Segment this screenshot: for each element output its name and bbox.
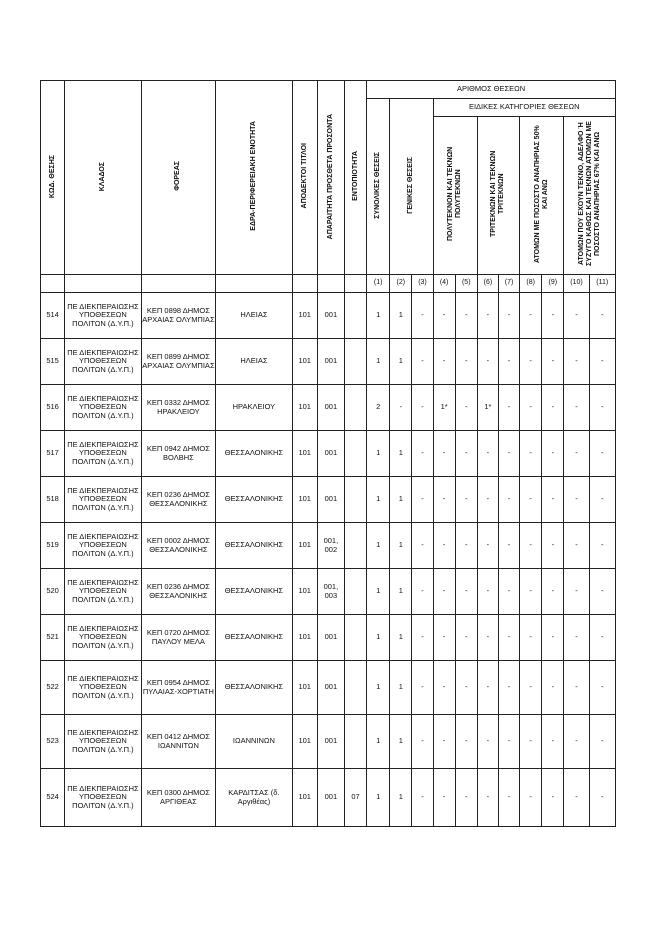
column-number: (10) xyxy=(564,275,589,293)
cell-branch: ΠΕ ΔΙΕΚΠΕΡΑΙΩΣΗΣ ΥΠΟΘΕΣΕΩΝ ΠΟΛΙΤΩΝ (Δ.Υ.Π.) xyxy=(65,661,142,715)
cell-col-6: - xyxy=(477,293,498,339)
cell-col-6: - xyxy=(477,339,498,385)
cell-col-8: - xyxy=(520,385,542,431)
cell-col-10: - xyxy=(564,769,589,827)
cell-code: 524 xyxy=(41,769,65,827)
cell-branch: ΠΕ ΔΙΕΚΠΕΡΑΙΩΣΗΣ ΥΠΟΘΕΣΕΩΝ ΠΟΛΙΤΩΝ (Δ.Υ.Π.) xyxy=(65,293,142,339)
cell-col-2: 1 xyxy=(390,431,412,477)
cell-branch: ΠΕ ΔΙΕΚΠΕΡΑΙΩΣΗΣ ΥΠΟΘΕΣΕΩΝ ΠΟΛΙΤΩΝ (Δ.Υ.Π.) xyxy=(65,431,142,477)
header-branch: ΚΛΑΔΟΣ xyxy=(65,81,142,275)
cell-col-9: - xyxy=(542,661,564,715)
cell-col-4: - xyxy=(433,523,455,569)
cell-col-11: - xyxy=(589,715,615,769)
cell-quals: 001 xyxy=(317,615,344,661)
cell-col-9: - xyxy=(542,715,564,769)
cell-col-2: 1 xyxy=(390,523,412,569)
cell-col-4: 1* xyxy=(433,385,455,431)
cell-col-2: 1 xyxy=(390,293,412,339)
cell-col-1: 1 xyxy=(367,431,390,477)
cell-code: 514 xyxy=(41,293,65,339)
cell-agency: ΚΕΠ 0236 ΔΗΜΟΣ ΘΕΣΣΑΛΟΝΙΚΗΣ xyxy=(141,569,216,615)
cell-col-2: 1 xyxy=(390,569,412,615)
header-positions-group: ΑΡΙΘΜΟΣ ΘΕΣΕΩΝ xyxy=(367,81,616,99)
cell-region: ΗΛΕΙΑΣ xyxy=(216,339,293,385)
cell-col-3: - xyxy=(412,615,433,661)
table-row xyxy=(41,339,616,385)
cell-quals: 001 xyxy=(317,431,344,477)
cell-region: ΘΕΣΣΑΛΟΝΙΚΗΣ xyxy=(216,523,293,569)
cell-col-8: - xyxy=(520,769,542,827)
cell-region: ΗΛΕΙΑΣ xyxy=(216,293,293,339)
cell-titles: 101 xyxy=(292,431,317,477)
cell-col-5: - xyxy=(455,769,477,827)
cell-col-8: - xyxy=(520,569,542,615)
cell-col-3: - xyxy=(412,523,433,569)
cell-col-7: - xyxy=(498,615,519,661)
cell-col-2: 1 xyxy=(390,715,412,769)
cell-col-3: - xyxy=(412,431,433,477)
cell-col-2: 1 xyxy=(390,769,412,827)
cell-col-7: - xyxy=(498,661,519,715)
column-number: (3) xyxy=(412,275,433,293)
table-body xyxy=(41,293,616,827)
cell-col-4: - xyxy=(433,293,455,339)
cell-col-3: - xyxy=(412,769,433,827)
cell-code: 522 xyxy=(41,661,65,715)
cell-col-3: - xyxy=(412,339,433,385)
cell-agency: ΚΕΠ 0412 ΔΗΜΟΣ ΙΩΑΝΝΙΤΩΝ xyxy=(141,715,216,769)
cell-region: ΘΕΣΣΑΛΟΝΙΚΗΣ xyxy=(216,661,293,715)
cell-col-3: - xyxy=(412,661,433,715)
column-number: (5) xyxy=(455,275,477,293)
cell-col-2: 1 xyxy=(390,477,412,523)
cell-col-6: - xyxy=(477,769,498,827)
cell-col-2: - xyxy=(390,385,412,431)
column-number: (8) xyxy=(520,275,542,293)
cell-code: 515 xyxy=(41,339,65,385)
cell-col-3: - xyxy=(412,385,433,431)
cell-col-11: - xyxy=(589,293,615,339)
cell-col-6: - xyxy=(477,661,498,715)
table-row xyxy=(41,615,616,661)
column-number: (11) xyxy=(589,275,615,293)
cell-col-5: - xyxy=(455,715,477,769)
table-row xyxy=(41,385,616,431)
cell-quals: 001 xyxy=(317,477,344,523)
table-row xyxy=(41,715,616,769)
cell-local xyxy=(344,715,366,769)
column-number: (2) xyxy=(390,275,412,293)
cell-branch: ΠΕ ΔΙΕΚΠΕΡΑΙΩΣΗΣ ΥΠΟΘΕΣΕΩΝ ΠΟΛΙΤΩΝ (Δ.Υ.Π.) xyxy=(65,477,142,523)
cell-col-5: - xyxy=(455,385,477,431)
cell-col-11: - xyxy=(589,385,615,431)
cell-agency: ΚΕΠ 0002 ΔΗΜΟΣ ΘΕΣΣΑΛΟΝΙΚΗΣ xyxy=(141,523,216,569)
cell-branch: ΠΕ ΔΙΕΚΠΕΡΑΙΩΣΗΣ ΥΠΟΘΕΣΕΩΝ ΠΟΛΙΤΩΝ (Δ.Υ.Π.) xyxy=(65,715,142,769)
cell-titles: 101 xyxy=(292,661,317,715)
cell-col-9: - xyxy=(542,569,564,615)
cell-agency: ΚΕΠ 0332 ΔΗΜΟΣ ΗΡΑΚΛΕΙΟΥ xyxy=(141,385,216,431)
cell-col-7: - xyxy=(498,431,519,477)
cell-quals: 001, 003 xyxy=(317,569,344,615)
cell-col-6: - xyxy=(477,715,498,769)
cell-branch: ΠΕ ΔΙΕΚΠΕΡΑΙΩΣΗΣ ΥΠΟΘΕΣΕΩΝ ΠΟΛΙΤΩΝ (Δ.Υ.Π.) xyxy=(65,385,142,431)
cell-col-5: - xyxy=(455,569,477,615)
cell-col-4: - xyxy=(433,431,455,477)
cell-local xyxy=(344,477,366,523)
cell-region: ΘΕΣΣΑΛΟΝΙΚΗΣ xyxy=(216,431,293,477)
cell-quals: 001 xyxy=(317,385,344,431)
cell-col-3: - xyxy=(412,477,433,523)
cell-col-1: 1 xyxy=(367,569,390,615)
cell-quals: 001 xyxy=(317,293,344,339)
header-region: ΕΔΡΑ-ΠΕΡΙΦΕΡΕΙΑΚΗ ΕΝΟΤΗΤΑ xyxy=(216,81,293,275)
cell-code: 517 xyxy=(41,431,65,477)
column-number: (4) xyxy=(433,275,455,293)
cell-col-10: - xyxy=(564,523,589,569)
cell-agency: ΚΕΠ 0899 ΔΗΜΟΣ ΑΡΧΑΙΑΣ ΟΛΥΜΠΙΑΣ xyxy=(141,339,216,385)
cell-col-1: 1 xyxy=(367,615,390,661)
cell-branch: ΠΕ ΔΙΕΚΠΕΡΑΙΩΣΗΣ ΥΠΟΘΕΣΕΩΝ ΠΟΛΙΤΩΝ (Δ.Υ.Π.) xyxy=(65,769,142,827)
cell-quals: 001 xyxy=(317,715,344,769)
cell-col-8: - xyxy=(520,431,542,477)
cell-col-9: - xyxy=(542,293,564,339)
cell-col-9: - xyxy=(542,477,564,523)
cell-titles: 101 xyxy=(292,615,317,661)
cell-quals: 001 xyxy=(317,339,344,385)
cell-col-1: 2 xyxy=(367,385,390,431)
cell-col-9: - xyxy=(542,385,564,431)
cell-col-11: - xyxy=(589,523,615,569)
cell-col-10: - xyxy=(564,293,589,339)
cell-col-8: - xyxy=(520,615,542,661)
column-number: (1) xyxy=(367,275,390,293)
cell-col-6: - xyxy=(477,523,498,569)
header-titles: ΑΠΟΔΕΚΤΟΙ ΤΙΤΛΟΙ xyxy=(292,81,317,275)
cell-col-5: - xyxy=(455,615,477,661)
cell-col-6: - xyxy=(477,615,498,661)
header-total: ΣΥΝΟΛΙΚΕΣ ΘΕΣΕΙΣ xyxy=(367,99,390,275)
cell-col-1: 1 xyxy=(367,477,390,523)
cell-titles: 101 xyxy=(292,339,317,385)
cell-col-11: - xyxy=(589,431,615,477)
cell-local: 07 xyxy=(344,769,366,827)
cell-code: 516 xyxy=(41,385,65,431)
cell-local xyxy=(344,293,366,339)
table-row xyxy=(41,293,616,339)
cell-col-11: - xyxy=(589,615,615,661)
cell-col-7: - xyxy=(498,339,519,385)
cell-col-10: - xyxy=(564,569,589,615)
table-row xyxy=(41,477,616,523)
cell-branch: ΠΕ ΔΙΕΚΠΕΡΑΙΩΣΗΣ ΥΠΟΘΕΣΕΩΝ ΠΟΛΙΤΩΝ (Δ.Υ.Π.) xyxy=(65,523,142,569)
cell-col-10: - xyxy=(564,385,589,431)
column-number: (7) xyxy=(498,275,519,293)
cell-col-4: - xyxy=(433,769,455,827)
cell-col-3: - xyxy=(412,569,433,615)
cell-code: 519 xyxy=(41,523,65,569)
cell-agency: ΚΕΠ 0720 ΔΗΜΟΣ ΠΑΥΛΟΥ ΜΕΛΑ xyxy=(141,615,216,661)
header-general: ΓΕΝΙΚΕΣ ΘΕΣΕΙΣ xyxy=(390,99,433,275)
header-triteknon: ΤΡΙΤΕΚΝΩΝ ΚΑΙ ΤΕΚΝΩΝ ΤΡΙΤΕΚΝΩΝ xyxy=(477,117,519,275)
header-polyteknon: ΠΟΛΥΤΕΚΝΟΝ ΚΑΙ ΤΕΚΝΩΝ ΠΟΛΥΤΕΚΝΩΝ xyxy=(433,117,477,275)
cell-branch: ΠΕ ΔΙΕΚΠΕΡΑΙΩΣΗΣ ΥΠΟΘΕΣΕΩΝ ΠΟΛΙΤΩΝ (Δ.Υ.Π.) xyxy=(65,569,142,615)
positions-table xyxy=(40,80,616,827)
cell-col-4: - xyxy=(433,661,455,715)
cell-col-7: - xyxy=(498,293,519,339)
cell-col-6: - xyxy=(477,477,498,523)
cell-quals: 001 xyxy=(317,769,344,827)
header-special-group: ΕΙΔΙΚΕΣ ΚΑΤΗΓΟΡΙΕΣ ΘΕΣΕΩΝ xyxy=(433,99,615,117)
cell-region: ΘΕΣΣΑΛΟΝΙΚΗΣ xyxy=(216,477,293,523)
cell-col-5: - xyxy=(455,293,477,339)
cell-col-9: - xyxy=(542,769,564,827)
cell-agency: ΚΕΠ 0954 ΔΗΜΟΣ ΠΥΛΑΙΑΣ-ΧΟΡΤΙΑΤΗ xyxy=(141,661,216,715)
cell-col-2: 1 xyxy=(390,339,412,385)
cell-agency: ΚΕΠ 0898 ΔΗΜΟΣ ΑΡΧΑΙΑΣ ΟΛΥΜΠΙΑΣ xyxy=(141,293,216,339)
cell-col-5: - xyxy=(455,477,477,523)
cell-col-9: - xyxy=(542,339,564,385)
cell-col-10: - xyxy=(564,339,589,385)
cell-col-6: - xyxy=(477,431,498,477)
cell-col-5: - xyxy=(455,661,477,715)
cell-local xyxy=(344,385,366,431)
cell-titles: 101 xyxy=(292,769,317,827)
header-agency: ΦΟΡΕΑΣ xyxy=(141,81,216,275)
cell-titles: 101 xyxy=(292,715,317,769)
column-number: (9) xyxy=(542,275,564,293)
cell-col-1: 1 xyxy=(367,523,390,569)
cell-col-9: - xyxy=(542,615,564,661)
cell-col-8: - xyxy=(520,339,542,385)
cell-agency: ΚΕΠ 0942 ΔΗΜΟΣ ΒΟΛΒΗΣ xyxy=(141,431,216,477)
cell-branch: ΠΕ ΔΙΕΚΠΕΡΑΙΩΣΗΣ ΥΠΟΘΕΣΕΩΝ ΠΟΛΙΤΩΝ (Δ.Υ.Π.) xyxy=(65,615,142,661)
cell-col-2: 1 xyxy=(390,661,412,715)
cell-local xyxy=(344,615,366,661)
cell-col-3: - xyxy=(412,715,433,769)
cell-region: ΘΕΣΣΑΛΟΝΙΚΗΣ xyxy=(216,615,293,661)
cell-region: ΗΡΑΚΛΕΙΟΥ xyxy=(216,385,293,431)
cell-col-7: - xyxy=(498,569,519,615)
cell-col-5: - xyxy=(455,339,477,385)
cell-col-4: - xyxy=(433,339,455,385)
cell-col-5: - xyxy=(455,523,477,569)
cell-col-11: - xyxy=(589,769,615,827)
cell-branch: ΠΕ ΔΙΕΚΠΕΡΑΙΩΣΗΣ ΥΠΟΘΕΣΕΩΝ ΠΟΛΙΤΩΝ (Δ.Υ.Π.) xyxy=(65,339,142,385)
cell-col-7: - xyxy=(498,769,519,827)
cell-quals: 001, 002 xyxy=(317,523,344,569)
cell-col-1: 1 xyxy=(367,339,390,385)
cell-agency: ΚΕΠ 0300 ΔΗΜΟΣ ΑΡΓΙΘΕΑΣ xyxy=(141,769,216,827)
cell-col-8: - xyxy=(520,523,542,569)
cell-col-1: 1 xyxy=(367,293,390,339)
cell-region: ΚΑΡΔΙΤΣΑΣ (δ. Αργιθέας) xyxy=(216,769,293,827)
cell-col-4: - xyxy=(433,477,455,523)
header-local: ΕΝΤΟΠΙΟΤΗΤΑ xyxy=(344,81,366,275)
cell-col-9: - xyxy=(542,431,564,477)
cell-titles: 101 xyxy=(292,385,317,431)
cell-col-3: - xyxy=(412,293,433,339)
cell-col-4: - xyxy=(433,569,455,615)
cell-col-4: - xyxy=(433,615,455,661)
cell-local xyxy=(344,431,366,477)
cell-col-7: - xyxy=(498,477,519,523)
cell-col-11: - xyxy=(589,339,615,385)
cell-col-2: 1 xyxy=(390,615,412,661)
cell-col-7: - xyxy=(498,715,519,769)
header-relatives: ΑΤΟΜΩΝ ΠΟΥ ΕΧΟΥΝ ΤΕΚΝΟ, ΑΔΕΛΦΟ Ή ΣΥΖΥΓΟ ΚΑΘΩΣ ΚΑΙ ΤΕΚΝΩΝ ΑΤΟΜΩΝ ΜΕ ΠΟΣΟΣΤΟ ΑΝΑΠΗΡΙΑΣ 67% ΚΑΙ ΑΝΩ xyxy=(564,117,616,275)
cell-col-10: - xyxy=(564,715,589,769)
cell-col-8: - xyxy=(520,477,542,523)
table-row xyxy=(41,769,616,827)
cell-local xyxy=(344,569,366,615)
table-row xyxy=(41,661,616,715)
cell-col-6: 1* xyxy=(477,385,498,431)
cell-col-9: - xyxy=(542,523,564,569)
cell-col-1: 1 xyxy=(367,715,390,769)
cell-col-4: - xyxy=(433,715,455,769)
cell-titles: 101 xyxy=(292,569,317,615)
header-disability: ΑΤΟΜΩΝ ΜΕ ΠΟΣΟΣΤΟ ΑΝΑΠΗΡΙΑΣ 50% ΚΑΙ ΑΝΩ xyxy=(520,117,564,275)
cell-code: 523 xyxy=(41,715,65,769)
cell-col-11: - xyxy=(589,477,615,523)
cell-local xyxy=(344,661,366,715)
cell-col-1: 1 xyxy=(367,661,390,715)
cell-col-10: - xyxy=(564,431,589,477)
cell-code: 521 xyxy=(41,615,65,661)
cell-agency: ΚΕΠ 0236 ΔΗΜΟΣ ΘΕΣΣΑΛΟΝΙΚΗΣ xyxy=(141,477,216,523)
cell-titles: 101 xyxy=(292,477,317,523)
cell-col-5: - xyxy=(455,431,477,477)
cell-col-10: - xyxy=(564,615,589,661)
cell-col-10: - xyxy=(564,477,589,523)
cell-col-1: 1 xyxy=(367,769,390,827)
column-number: (6) xyxy=(477,275,498,293)
cell-col-8: - xyxy=(520,293,542,339)
cell-col-7: - xyxy=(498,523,519,569)
header-code: ΚΩΔ. ΘΕΣΗΣ xyxy=(41,81,65,275)
cell-region: ΘΕΣΣΑΛΟΝΙΚΗΣ xyxy=(216,569,293,615)
table-row xyxy=(41,569,616,615)
table-row xyxy=(41,431,616,477)
cell-code: 518 xyxy=(41,477,65,523)
cell-local xyxy=(344,339,366,385)
cell-col-7: - xyxy=(498,385,519,431)
cell-col-11: - xyxy=(589,569,615,615)
cell-titles: 101 xyxy=(292,293,317,339)
cell-col-10: - xyxy=(564,661,589,715)
cell-local xyxy=(344,523,366,569)
cell-col-8: - xyxy=(520,661,542,715)
cell-quals: 001 xyxy=(317,661,344,715)
cell-col-6: - xyxy=(477,569,498,615)
cell-col-11: - xyxy=(589,661,615,715)
cell-col-8: - xyxy=(520,715,542,769)
cell-code: 520 xyxy=(41,569,65,615)
header-quals: ΑΠΑΡΑΙΤΗΤΑ ΠΡΟΣΘΕΤΑ ΠΡΟΣΟΝΤΑ xyxy=(317,81,344,275)
cell-titles: 101 xyxy=(292,523,317,569)
table-row xyxy=(41,523,616,569)
cell-region: ΙΩΑΝΝΙΝΩΝ xyxy=(216,715,293,769)
